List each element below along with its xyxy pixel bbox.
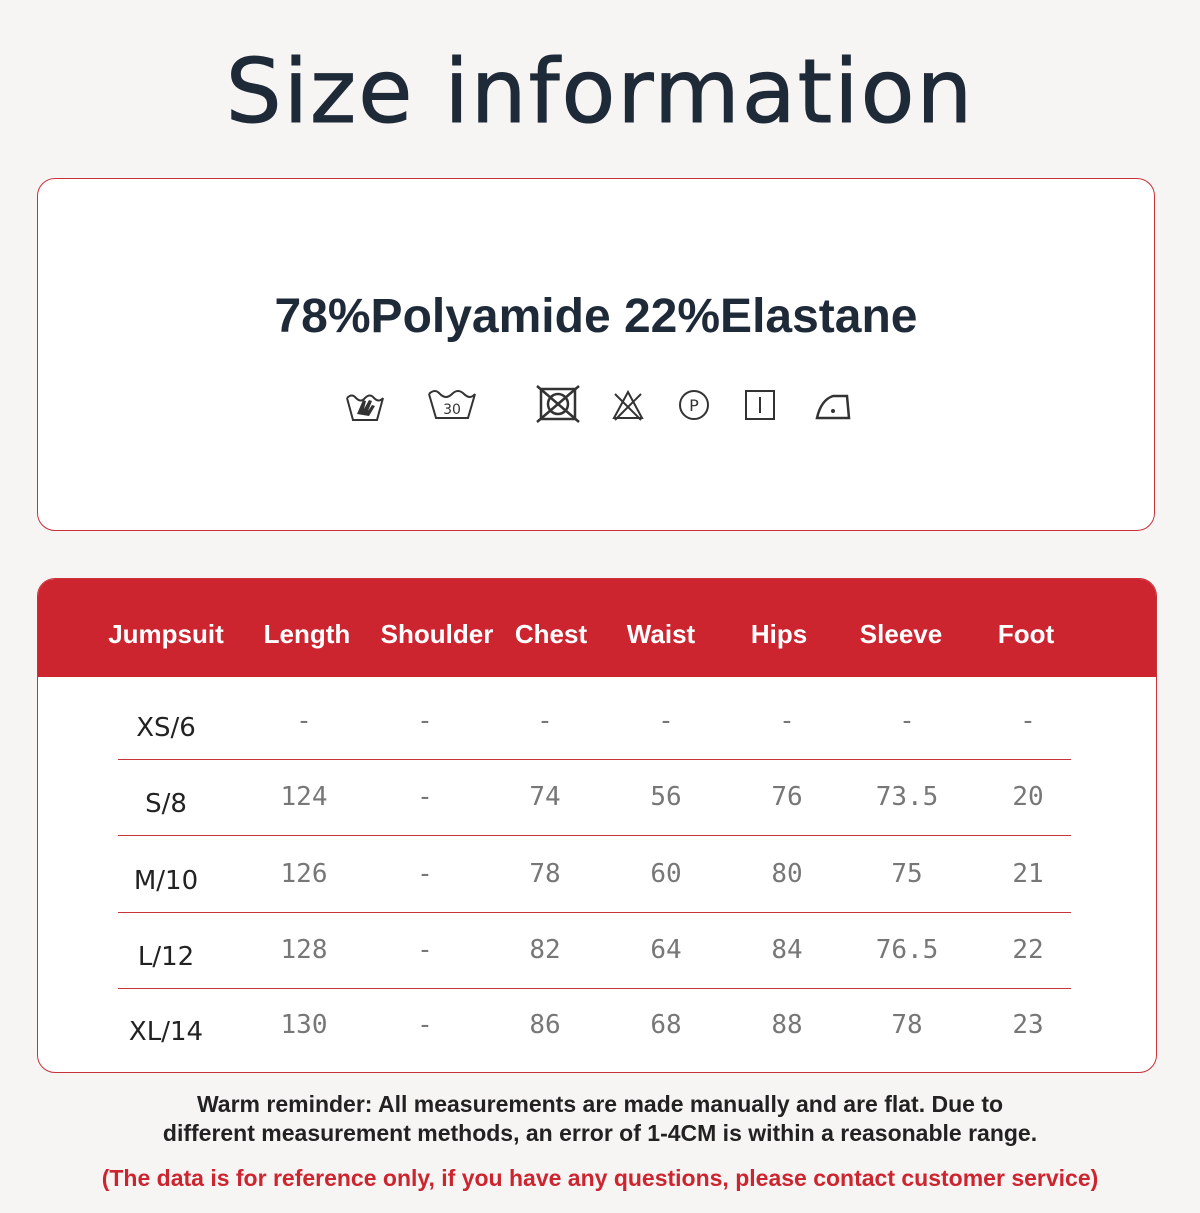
table-cell: 74 (529, 782, 561, 812)
material-composition: 78%Polyamide 22%Elastane (274, 290, 918, 343)
header-foot: Foot (997, 619, 1055, 649)
wash-30-icon (426, 384, 478, 424)
table-cell: 82 (529, 935, 561, 965)
reminder-line-2: different measurement methods, an error of 1-4CM is within a reasonable range. (162, 1120, 1038, 1146)
table-cell: - (1020, 706, 1036, 736)
table-cell: 76.5 (875, 935, 939, 965)
table-cell: 124 (280, 782, 328, 812)
table-row (118, 683, 1071, 760)
table-row (118, 836, 1071, 913)
table-cell: 60 (650, 859, 682, 889)
table-cell: - (899, 706, 915, 736)
table-row (118, 759, 1071, 836)
header-hips: Hips (750, 619, 808, 649)
table-cell: - (417, 859, 433, 889)
table-cell: 88 (771, 1010, 803, 1040)
table-cell: - (417, 935, 433, 965)
table-cell: 23 (1012, 1010, 1044, 1040)
material-card (37, 178, 1155, 531)
care-icons (38, 384, 1154, 434)
table-cell: - (779, 706, 795, 736)
table-cell: - (296, 706, 312, 736)
table-cell: 78 (529, 859, 561, 889)
header-jumpsuit: Jumpsuit (108, 619, 224, 649)
size-label: L/12 (137, 942, 195, 972)
table-cell: 68 (650, 1010, 682, 1040)
page-title: Size information (225, 40, 975, 143)
table-header (38, 579, 1156, 677)
table-row (118, 987, 1071, 1063)
table-cell: - (417, 1010, 433, 1040)
table-cell: - (417, 782, 433, 812)
header-waist: Waist (626, 619, 696, 649)
table-cell: 80 (771, 859, 803, 889)
table-cell: - (658, 706, 674, 736)
table-cell: 78 (891, 1010, 923, 1040)
table-cell: 73.5 (875, 782, 939, 812)
size-label: S/8 (145, 789, 187, 819)
size-label: M/10 (133, 866, 199, 896)
size-table (37, 578, 1157, 1073)
table-cell: - (417, 706, 433, 736)
table-cell: - (537, 706, 553, 736)
size-label: XL/14 (128, 1017, 204, 1047)
header-chest: Chest (514, 619, 588, 649)
table-row (118, 912, 1071, 989)
table-cell: 22 (1012, 935, 1044, 965)
hand-wash-icon (343, 384, 387, 424)
table-cell: 126 (280, 859, 328, 889)
header-shoulder: Shoulder (380, 619, 494, 649)
table-cell: 20 (1012, 782, 1044, 812)
professional-dry-clean-icon (677, 384, 711, 424)
header-sleeve: Sleeve (859, 619, 943, 649)
do-not-bleach-icon (612, 384, 644, 424)
warm-reminder (0, 1090, 1200, 1148)
header-length: Length (263, 619, 351, 649)
table-cell: 56 (650, 782, 682, 812)
table-cell: 84 (771, 935, 803, 965)
table-cell: 86 (529, 1010, 561, 1040)
iron-low-heat-icon (813, 384, 853, 424)
table-cell: 130 (280, 1010, 328, 1040)
svg-text:30: 30 (443, 402, 461, 418)
reminder-line-1: Warm reminder: All measurements are made manually and are flat. Due to (196, 1091, 1004, 1117)
line-dry-icon (743, 384, 777, 424)
table-cell: 21 (1012, 859, 1044, 889)
table-cell: 128 (280, 935, 328, 965)
table-cell: 75 (891, 859, 923, 889)
size-label: XS/6 (136, 713, 196, 743)
reference-note: (The data is for reference only, if you have any questions, please contact customer service) (101, 1165, 1099, 1191)
do-not-tumble-dry-icon (535, 384, 581, 424)
table-cell: 64 (650, 935, 682, 965)
svg-text:P: P (689, 396, 699, 415)
table-cell: 76 (771, 782, 803, 812)
